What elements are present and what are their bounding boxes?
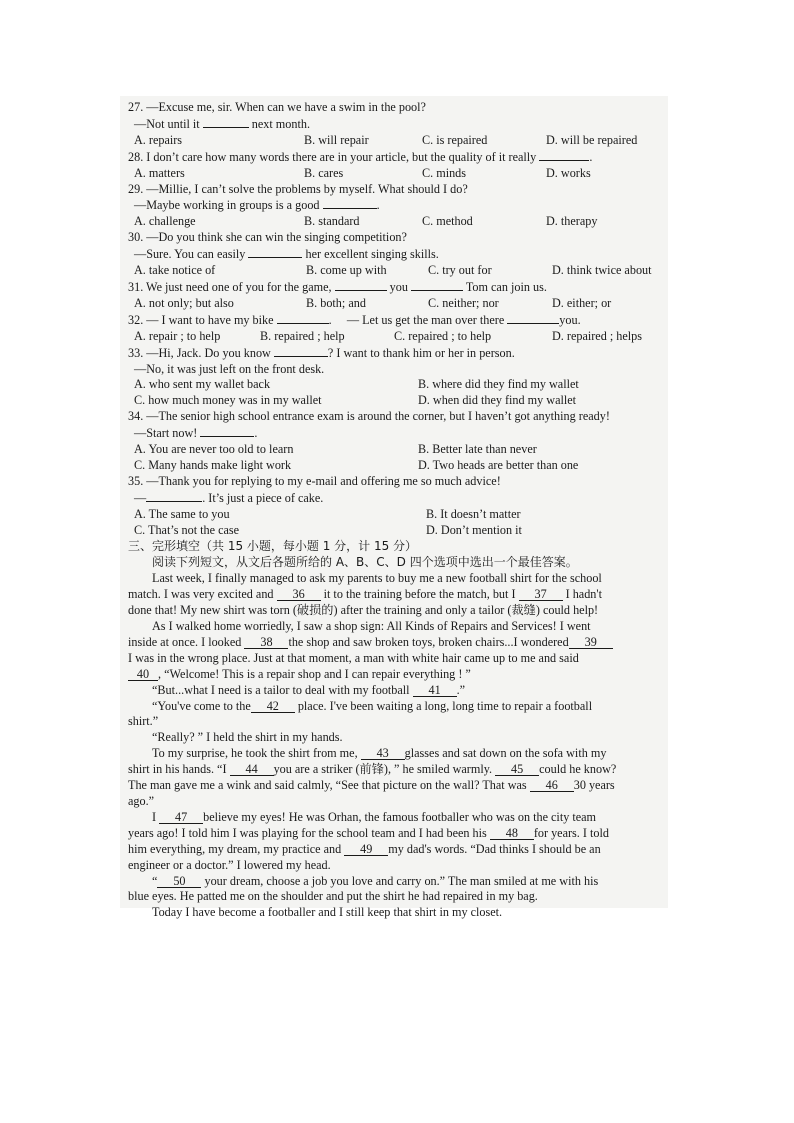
passage-text: you are a striker (前锋), ” he smiled warmly.: [273, 762, 493, 777]
option-a[interactable]: A. who sent my wallet back: [134, 377, 271, 392]
passage-text: 30 years: [573, 778, 615, 793]
option-c[interactable]: C. how much money was in my wallet: [134, 393, 322, 408]
passage-line: I was in the wrong place. Just at that moment, a man with white hair came up to me and said: [128, 650, 579, 665]
question-28-stem: 28. I don’t care how many words there are in your article, but the quality of it really: [128, 149, 537, 164]
question-30: [128, 230, 666, 279]
question-30-reply-end: her excellent singing skills.: [305, 247, 439, 262]
passage-line: blue eyes. He patted me on the shoulder and put the shirt he had repaired in my bag.: [128, 889, 538, 904]
passage-text: for years. I told: [533, 825, 609, 840]
option-d[interactable]: D. Don’t mention it: [426, 522, 522, 537]
cloze-blank-40[interactable]: 40: [128, 668, 158, 681]
cloze-blank-49[interactable]: 49: [344, 843, 388, 856]
cloze-blank-39[interactable]: 39: [569, 636, 613, 649]
answer-blank[interactable]: [274, 345, 328, 357]
cloze-blank-41[interactable]: 41: [413, 684, 457, 697]
passage-line: “Really? ” I held the shirt in my hands.: [152, 730, 343, 745]
option-a[interactable]: A. You are never too old to learn: [134, 442, 294, 457]
passage-text: .”: [456, 682, 466, 697]
answer-blank[interactable]: [411, 279, 463, 291]
cloze-blank-45[interactable]: 45: [495, 763, 539, 776]
question-31-mid: you: [389, 279, 408, 294]
passage-text: “: [152, 873, 158, 888]
question-27-reply: —Not until it: [134, 116, 200, 131]
cloze-blank-47[interactable]: 47: [159, 811, 203, 824]
passage-line: Today I have become a footballer and I still keep that shirt in my closet.: [152, 905, 503, 920]
option-c[interactable]: C. minds: [422, 165, 467, 180]
question-28: [128, 149, 666, 182]
answer-blank[interactable]: [146, 490, 202, 502]
passage-text: place. I've been waiting a long, long time to repair a football: [297, 698, 593, 713]
passage-text: him everything, my dream, my practice and: [128, 841, 342, 856]
cloze-blank-36[interactable]: 36: [277, 588, 321, 601]
option-d[interactable]: D. when did they find my wallet: [418, 393, 577, 408]
passage-line: shirt.”: [128, 714, 159, 729]
cloze-blank-44[interactable]: 44: [230, 763, 274, 776]
option-c[interactable]: C. repaired ; to help: [394, 328, 492, 343]
option-c[interactable]: C. Many hands make light work: [134, 457, 292, 472]
option-b[interactable]: B. come up with: [306, 263, 387, 278]
passage-line: engineer or a doctor.” I lowered my head.: [128, 857, 331, 872]
passage-text: inside at once. I looked: [128, 634, 242, 649]
option-b[interactable]: B. cares: [304, 165, 344, 180]
question-29-stem: 29. —Millie, I can’t solve the problems by myself. What should I do?: [128, 181, 468, 196]
passage-text: I hadn't: [565, 587, 602, 602]
option-a[interactable]: A. challenge: [134, 214, 196, 229]
option-d[interactable]: D. therapy: [546, 214, 598, 229]
question-31: [128, 279, 666, 312]
passage-line: As I walked home worriedly, I saw a shop sign: All Kinds of Repairs and Services! I went: [152, 619, 591, 633]
passage-text: shirt in his hands. “I: [128, 762, 227, 777]
question-33: [128, 345, 666, 410]
answer-blank[interactable]: [277, 312, 329, 324]
option-b[interactable]: B. standard: [304, 214, 360, 229]
passage-text: the shop and saw broken toys, broken chairs...I wondered: [288, 634, 569, 649]
cloze-blank-42[interactable]: 42: [251, 700, 295, 713]
option-b[interactable]: B. where did they find my wallet: [418, 377, 579, 392]
question-33-reply: —No, it was just left on the front desk.: [134, 361, 325, 376]
question-29-reply: —Maybe working in groups is a good: [134, 198, 320, 213]
punctuation: .: [254, 426, 258, 441]
passage-line: ago.”: [128, 793, 155, 808]
question-34: [128, 409, 666, 474]
question-35-reply-end: . It’s just a piece of cake.: [202, 490, 324, 505]
option-a[interactable]: A. repairs: [134, 132, 183, 147]
answer-blank[interactable]: [200, 425, 254, 437]
option-d[interactable]: D. either; or: [552, 295, 612, 310]
option-b[interactable]: B. repaired ; help: [260, 328, 345, 343]
punctuation: .: [328, 312, 332, 327]
punctuation: .: [589, 149, 593, 164]
option-a[interactable]: A. take notice of: [134, 263, 216, 278]
option-d[interactable]: D. will be repaired: [546, 132, 638, 147]
cloze-blank-43[interactable]: 43: [361, 747, 405, 760]
option-c[interactable]: C. method: [422, 214, 473, 229]
option-a[interactable]: A. The same to you: [134, 506, 230, 521]
option-b[interactable]: B. will repair: [304, 132, 369, 147]
option-c[interactable]: C. try out for: [428, 263, 492, 278]
cloze-blank-37[interactable]: 37: [519, 588, 563, 601]
option-d[interactable]: D. repaired ; helps: [552, 328, 643, 343]
passage-text: my dad's words. “Dad thinks I should be an: [388, 841, 601, 856]
question-33-stem: 33. —Hi, Jack. Do you know: [128, 345, 271, 360]
passage-text: “But...what I need is a tailor to deal with my football: [152, 682, 410, 697]
passage-text: To my surprise, he took the shirt from me,: [152, 746, 358, 761]
option-b[interactable]: B. both; and: [306, 295, 366, 310]
option-c[interactable]: C. neither; nor: [428, 295, 499, 310]
section-directions: 阅读下列短文，从文后各题所给的 A、B、C、D 四个选项中选出一个最佳答案。: [152, 555, 578, 570]
option-d[interactable]: D. works: [546, 165, 591, 180]
cloze-blank-48[interactable]: 48: [490, 827, 534, 840]
question-27-reply-end: next month.: [251, 116, 311, 131]
question-31-end: Tom can join us.: [465, 279, 547, 294]
passage-text: The man gave me a wink and said calmly, “See that picture on the wall? That was: [128, 778, 527, 793]
passage-text: your dream, choose a job you love and carry on.” The man smiled at me with his: [204, 873, 599, 888]
passage-text: I: [152, 809, 157, 824]
option-b[interactable]: B. It doesn’t matter: [426, 506, 521, 521]
answer-blank[interactable]: [539, 149, 589, 161]
question-32-end: you.: [559, 312, 581, 327]
answer-blank[interactable]: [203, 116, 249, 128]
passage-line: Last week, I finally managed to ask my parents to buy me a new football shirt for the school: [152, 571, 602, 586]
option-a[interactable]: A. matters: [134, 165, 185, 180]
option-b[interactable]: B. Better late than never: [418, 442, 537, 457]
question-30-stem: 30. —Do you think she can win the singing competition?: [128, 230, 407, 245]
question-29: [128, 182, 666, 231]
cloze-blank-38[interactable]: 38: [244, 636, 288, 649]
cloze-passage: [128, 571, 666, 921]
passage-line: done that! My new shirt was torn (破损的) after the training and only a tailor (裁缝) could help!: [128, 603, 599, 618]
answer-blank[interactable]: [248, 246, 302, 258]
passage-text: years ago! I told him I was playing for the school team and I had been his: [128, 825, 487, 840]
exam-content: [128, 100, 666, 921]
question-35-reply: —: [134, 490, 147, 505]
question-27: [128, 100, 666, 149]
punctuation: .: [376, 198, 380, 213]
question-27-stem: 27. —Excuse me, sir. When can we have a swim in the pool?: [128, 100, 426, 114]
option-c[interactable]: C. That’s not the case: [134, 522, 240, 537]
option-c[interactable]: C. is repaired: [422, 132, 488, 147]
question-32-reply: — Let us get the man over there: [346, 312, 505, 327]
question-32-stem: 32. — I want to have my bike: [128, 312, 274, 327]
passage-text: believe my eyes! He was Orhan, the famous footballer who was on the city team: [203, 809, 597, 824]
answer-blank[interactable]: [323, 197, 377, 209]
answer-blank[interactable]: [507, 312, 559, 324]
passage-text: “You've come to the: [152, 698, 251, 713]
answer-blank[interactable]: [335, 279, 387, 291]
option-a[interactable]: A. repair ; to help: [134, 328, 221, 343]
question-31-stem: 31. We just need one of you for the game,: [128, 279, 332, 294]
question-32: [128, 312, 666, 345]
section-heading: 三、完形填空（共 15 小题，每小题 1 分，计 15 分）: [128, 539, 418, 554]
option-a[interactable]: A. not only; but also: [134, 295, 234, 310]
passage-text: , “Welcome! This is a repair shop and I can repair everything ! ”: [158, 666, 471, 681]
question-35: [128, 474, 666, 539]
passage-text: could he know?: [539, 762, 617, 777]
question-30-reply: —Sure. You can easily: [134, 247, 246, 262]
passage-text: match. I was very excited and: [128, 587, 274, 602]
question-35-stem: 35. —Thank you for replying to my e-mail and offering me so much advice!: [128, 473, 501, 488]
option-d[interactable]: D. Two heads are better than one: [418, 457, 579, 472]
question-34-reply: —Start now!: [134, 426, 198, 441]
question-33-stem-end: ? I want to thank him or her in person.: [327, 345, 515, 360]
cloze-blank-50[interactable]: 50: [157, 875, 201, 888]
passage-text: glasses and sat down on the sofa with my: [404, 746, 607, 761]
option-d[interactable]: D. think twice about: [552, 263, 652, 278]
question-34-stem: 34. —The senior high school entrance exam is around the corner, but I haven’t got anything ready!: [128, 409, 610, 424]
cloze-blank-46[interactable]: 46: [530, 779, 574, 792]
passage-text: it to the training before the match, but I: [323, 587, 516, 602]
